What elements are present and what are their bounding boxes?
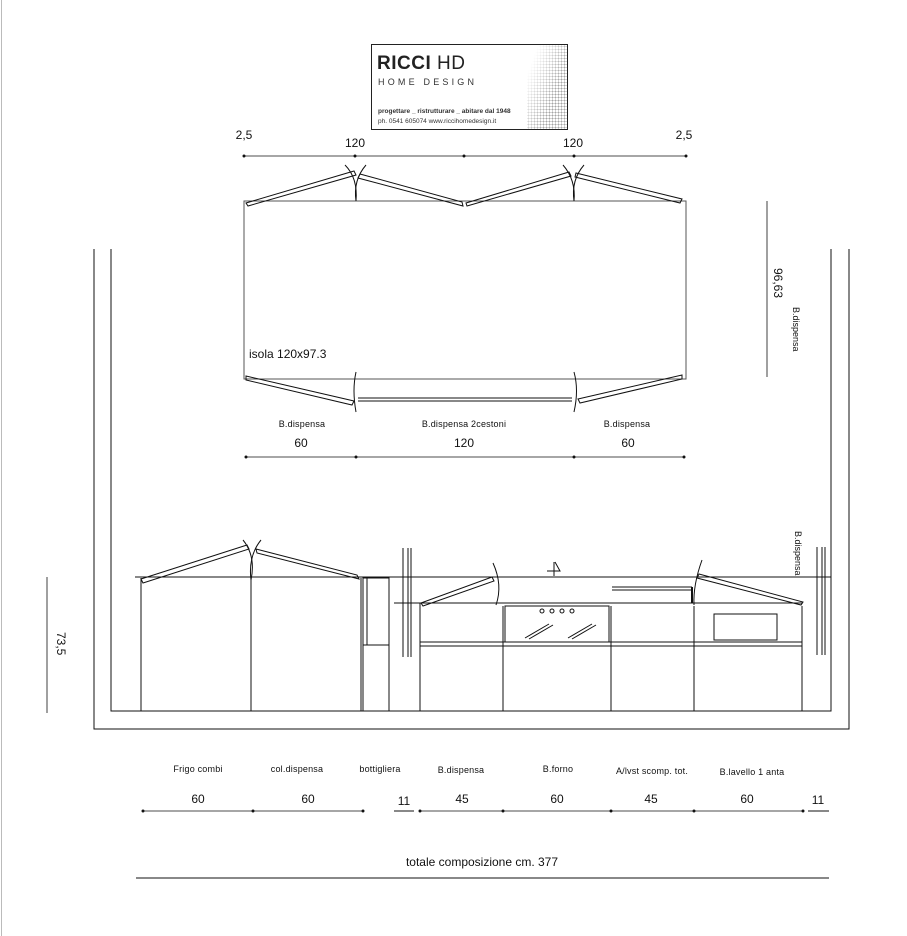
wall-unit-label-frigo: Frigo combi [173,764,223,774]
island-unit-label-2: B.dispensa 2cestoni [421,419,507,429]
logo-brand-light: HD [431,53,466,74]
island-bottom-dimension [245,456,685,458]
room-walls [94,249,849,729]
island-dim-left-unit: 120 [344,136,366,150]
wall-height-value: 73,5 [54,632,68,656]
logo-brand-bold: RICCI [377,53,432,74]
island-dim-right-unit: 120 [562,136,584,150]
logo-subtitle: HOME DESIGN [378,77,478,87]
wall-unit-width-lvst: 45 [644,792,658,806]
wall-unit-width-col-dispensa: 60 [301,792,315,806]
island-unit-label-3: B.dispensa [603,419,651,429]
island-unit-width-1: 60 [294,436,308,450]
island-label: isola 120x97.3 [249,347,327,361]
island-side-label: B.dispensa [791,307,801,352]
logo-brand [377,53,465,75]
wall-unit-label-b-forno: B.forno [542,764,574,774]
wall-side-label: B.dispensa [793,531,803,576]
wall-unit-width-end: 11 [811,793,825,807]
island-unit-label-1: B.dispensa [278,419,326,429]
ricci-hd-logo [371,44,568,130]
wall-unit-width-b-forno: 60 [550,792,564,806]
wall-unit-label-col-dispensa: col.dispensa [270,764,324,774]
logo-dot-pattern [527,45,567,129]
tall-units [141,540,361,711]
total-composition: totale composizione cm. 377 [405,855,559,869]
wall-bottom-dimension [142,810,829,812]
island-dim-left-margin: 2,5 [235,128,253,142]
island-dim-right-margin: 2,5 [675,128,693,142]
bottigliera [363,548,411,711]
island-bottom-doors [246,372,682,412]
island-depth-value: 96,63 [771,268,785,299]
wall-unit-width-bottigliera: 11 [397,794,411,808]
logo-contact: ph. 0541 605074 www.riccihomedesign.it [378,118,497,125]
logo-tagline: progettare _ ristrutturare _ abitare dal 1948 [378,108,511,115]
island-top-doors [246,165,682,206]
wall-unit-width-b-dispensa: 45 [455,792,469,806]
island-top-dimension [243,155,687,157]
wall-unit-width-frigo: 60 [191,792,205,806]
wall-unit-label-lvst: A/lvst scomp. tot. [615,766,689,776]
island-unit-width-3: 60 [621,436,635,450]
wall-unit-width-lavello: 60 [740,792,754,806]
base-units [394,547,825,711]
wall-unit-label-b-dispensa: B.dispensa [437,765,485,775]
wall-unit-label-lavello: B.lavello 1 anta [719,767,785,777]
wall-unit-label-bottigliera: bottigliera [359,764,401,774]
island-unit-width-2: 120 [453,436,475,450]
